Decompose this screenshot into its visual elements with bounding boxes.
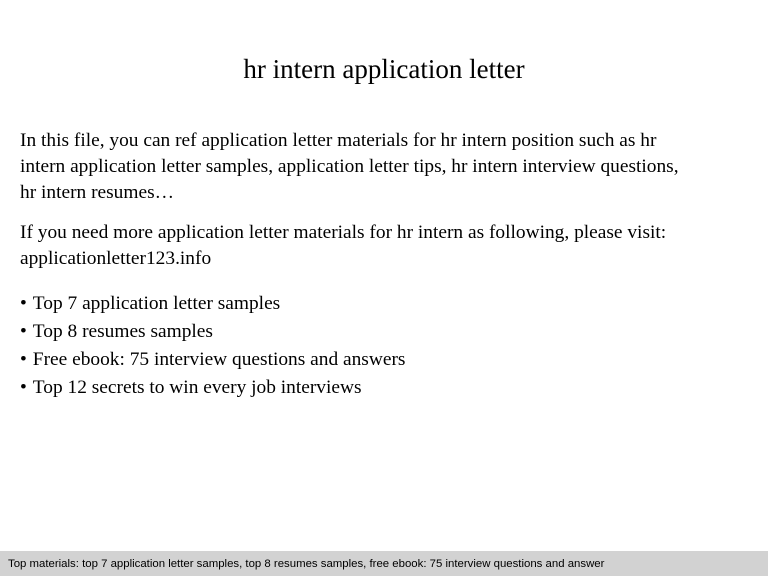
bullet-icon: • xyxy=(20,321,27,342)
intro-line: hr intern resumes… xyxy=(20,182,175,203)
list-item xyxy=(20,290,405,318)
footer-bar xyxy=(0,551,768,576)
intro-line: intern application letter samples, application letter tips, hr intern interview questions, xyxy=(20,156,679,177)
list-item-label: Top 12 secrets to win every job interviews xyxy=(32,377,362,398)
intro-line: In this file, you can ref application letter materials for hr intern position such as hr xyxy=(20,130,657,151)
visit-line: If you need more application letter materials for hr intern as following, please visit: xyxy=(20,222,667,243)
list-item xyxy=(20,346,405,374)
list-item-label: Free ebook: 75 interview questions and answers xyxy=(32,349,406,370)
materials-list xyxy=(20,290,405,402)
list-item-label: Top 7 application letter samples xyxy=(32,293,281,314)
visit-paragraph xyxy=(20,220,760,272)
list-item xyxy=(20,374,405,402)
intro-paragraph xyxy=(20,128,760,206)
website-link-text: applicationletter123.info xyxy=(20,248,212,269)
slide-title: hr intern application letter xyxy=(243,54,525,84)
list-item xyxy=(20,318,405,346)
footer-text: Top materials: top 7 application letter samples, top 8 resumes samples, free ebook: 75 interview questions and answer xyxy=(8,558,605,570)
bullet-icon: • xyxy=(20,293,27,314)
bullet-icon: • xyxy=(20,349,27,370)
bullet-icon: • xyxy=(20,377,27,398)
list-item-label: Top 8 resumes samples xyxy=(32,321,213,342)
